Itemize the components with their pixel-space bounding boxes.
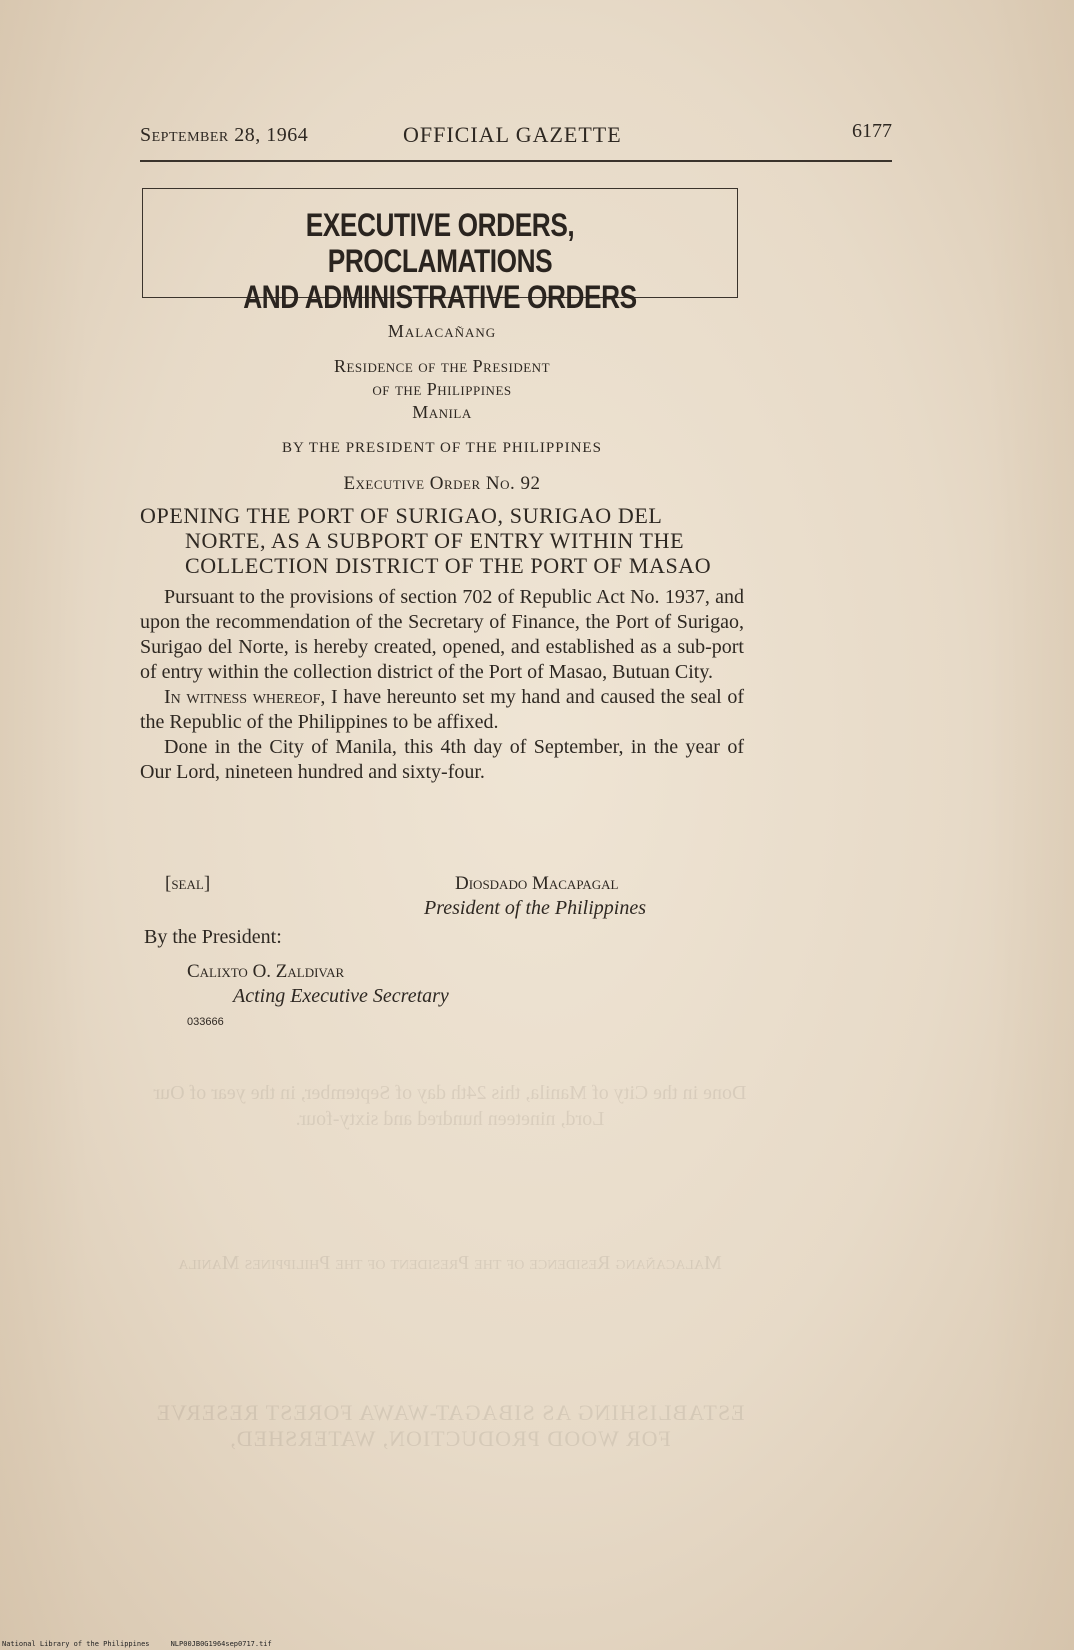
file-name: NLP00JB0G1964sep0717.tif — [170, 1640, 272, 1648]
witness-text: I have hereunto set my hand and caused the seal of the Republic of the Philippines to be affixed. — [140, 686, 744, 733]
section-title-box — [142, 188, 738, 315]
issuer-city: Manila — [412, 402, 472, 422]
running-head — [140, 120, 892, 154]
section-title-line: AND ADMINISTRATIVE ORDERS — [243, 279, 637, 315]
secretary-name: Calixto O. Zaldivar — [187, 961, 345, 982]
by-the-president: By the President: — [144, 926, 282, 948]
order-number: Executive Order No. 92 — [343, 473, 541, 494]
paragraph-provisions: Pursuant to the provisions of section 702 of Republic Act No. 1937, and upon the recommendation of the Secretary of Finance, the Port of Surigao, Surigao del Norte, is hereby created, opened, and established as a sub-port of entry within the collection district of the Port of Masao, Butuan City. — [140, 586, 744, 683]
scan-footer — [2, 1640, 272, 1648]
order-body — [140, 585, 744, 785]
residence-line: Residence of the President — [333, 356, 551, 376]
residence-line: of the Philippines — [372, 379, 512, 399]
issuer-place: Malacañang — [387, 321, 497, 341]
paragraph-witness — [140, 685, 744, 735]
paragraph-done: Done in the City of Manila, this 4th day of September, in the year of Our Lord, nineteen hundred and sixty-four. — [140, 736, 744, 783]
header-rule — [140, 160, 892, 162]
order-title-line: COLLECTION DISTRICT OF THE PORT OF MASAO — [185, 553, 712, 578]
bleed-through-text: ESTABLISHING AS SIBAGAT-WAWA FOREST RESERVE FOR WOOD PRODUCTION, WATERSHED, — [155, 1400, 745, 1451]
document-code: 033666 — [187, 1016, 224, 1028]
witness-lead: In witness whereof, — [164, 686, 326, 708]
by-line: BY THE PRESIDENT OF THE PHILIPPINES — [282, 440, 602, 456]
bleed-through-text: Malacañang Residence of the President of the Philippines Manila — [178, 1252, 722, 1274]
issue-date: September 28, 1964 — [140, 124, 309, 146]
issuer-residence — [142, 355, 742, 424]
publication-name: OFFICIAL GAZETTE — [403, 122, 622, 147]
seal-mark: [seal] — [165, 873, 211, 894]
page-number: 6177 — [852, 120, 892, 142]
order-title-line: NORTE, AS A SUBPORT OF ENTRY WITHIN THE — [185, 528, 685, 553]
library-name: National Library of the Philippines — [2, 1640, 150, 1648]
order-title — [140, 503, 746, 578]
order-title-line: OPENING THE PORT OF SURIGAO, SURIGAO DEL — [140, 503, 663, 528]
secretary-title: Acting Executive Secretary — [233, 985, 449, 1007]
president-title: President of the Philippines — [424, 897, 647, 919]
bleed-through-text: Done in the City of Manila, this 24th day of September, in the year of Our Lord, nineteen hundred and sixty-four. — [153, 1082, 747, 1130]
president-name: Diosdado Macapagal — [455, 873, 619, 894]
section-title-line: EXECUTIVE ORDERS, PROCLAMATIONS — [305, 207, 575, 279]
